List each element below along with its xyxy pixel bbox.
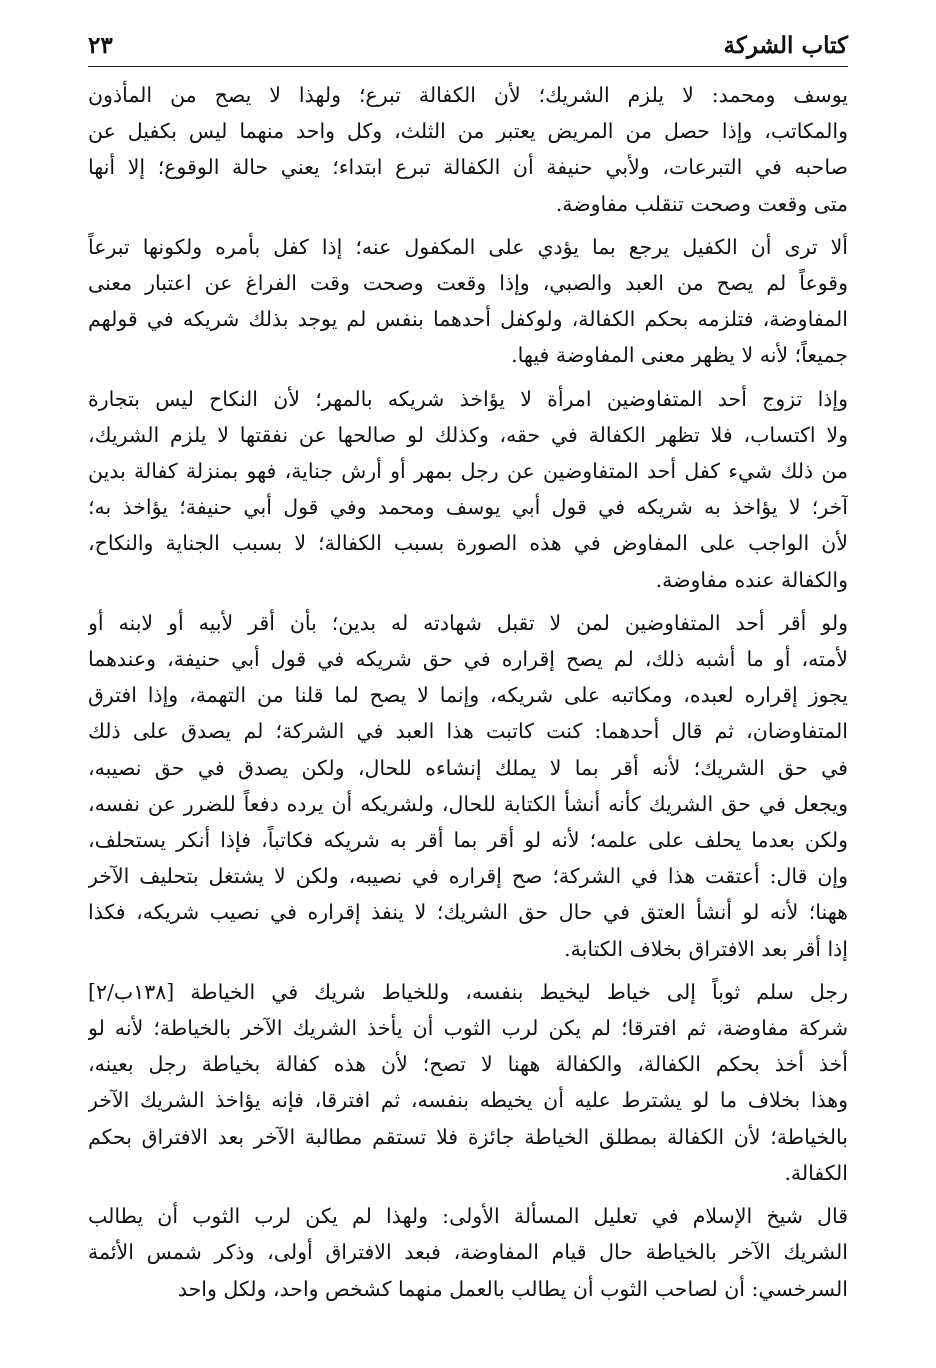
text-line: لأمته، أو ما أشبه ذلك، لم يصح إقراره في حق شريكه في قول أبي حنيفة، وعندهما xyxy=(88,647,848,672)
text-line: الشريك الآخر بالخياطة حال قيام المفاوضة، فبعد الافتراق أولى، وذكر شمس الأئمة xyxy=(88,1240,848,1265)
text-line: شركة مفاوضة، ثم افترقا؛ لم يكن لرب الثوب أن يأخذ الشريك الآخر بالخياطة؛ لأنه لو xyxy=(88,1016,848,1041)
text-line: والكفالة عنده مفاوضة. xyxy=(655,567,848,592)
text-line: رجل سلم ثوباً إلى خياط ليخيط بنفسه، وللخياط شريك في الخياطة [١٣٨ب/٢] xyxy=(88,979,848,1004)
paragraph xyxy=(88,974,848,1191)
text-line: آخر؛ لا يؤاخذ به شريكه في قول أبي يوسف ومحمد وفي قول أبي حنيفة؛ يؤاخذ به؛ xyxy=(88,495,848,520)
text-line: لأن الواجب على المفاوض في هذه الصورة بسبب الكفالة؛ لا بسبب الجناية والنكاح، xyxy=(88,531,848,556)
paragraph xyxy=(88,77,848,222)
text-line: والمكاتب، وإذا حصل من المريض يعتبر من الثلث، وكل واحد منهما ليس بكفيل عن xyxy=(88,119,848,144)
text-line: المتفاوضان، ثم قال أحدهما: كنت كاتبت هذا العبد في الشركة؛ لم يصدق على ذلك xyxy=(88,719,848,744)
paragraph xyxy=(88,605,848,967)
text-line: وهذا بخلاف ما لو يشترط عليه أن يخيطه بنفسه، ثم افترقا، فإنه يؤاخذ الشريك الآخر xyxy=(88,1088,848,1113)
text-line: وقوعاً لم يصح من العبد والصبي، وإذا وقعت وصحت وقت الفراغ عن اعتبار معنى xyxy=(88,271,848,296)
text-line: في حق الشريك؛ لأنه أقر بما لا يملك إنشاءه للحال، ولكن يصدق في حق نصيبه، xyxy=(88,755,848,780)
text-line: قال شيخ الإسلام في تعليل المسألة الأولى: ولهذا لم يكن لرب الثوب أن يطالب xyxy=(88,1204,848,1229)
text-line: ألا ترى أن الكفيل يرجع بما يؤدي على المكفول عنه؛ إذا كفل بأمره ولكونها تبرعاً xyxy=(88,234,848,259)
text-line: يجوز إقراره لعبده، ومكاتبه على شريكه، وإنما لا يصح لما قلنا من التهمة، وإذا افترق xyxy=(88,683,848,708)
text-line: السرخسي: أن لصاحب الثوب أن يطالب بالعمل منهما كشخص واحد، ولكل واحد xyxy=(177,1276,848,1301)
text-line: الكفالة. xyxy=(784,1160,848,1185)
text-line: وإذا تزوج أحد المتفاوضين امرأة لا يؤاخذ شريكه بالمهر؛ لأن النكاح ليس بتجارة xyxy=(88,386,848,411)
paragraph xyxy=(88,229,848,374)
text-line: إذا أقر بعد الافتراق بخلاف الكتابة. xyxy=(564,936,848,961)
page-header xyxy=(88,28,848,67)
text-line: المفاوضة، فتلزمه بحكم الكفالة، ولوكفل أحدهما بنفس لم يوجد بذلك شريكه في قولهم xyxy=(88,307,848,332)
text-line: صاحبه في التبرعات، ولأبي حنيفة أن الكفالة تبرع ابتداء؛ يعني حالة الوقوع؛ إلا أنها xyxy=(88,155,848,180)
page-body xyxy=(88,77,848,1307)
text-line: ويجعل في حق الشريك كأنه أنشأ الكتابة للحال، ولشريكه أن يرده دفعاً للضرر عن نفسه، xyxy=(88,791,848,816)
text-line: متى وقعت وصحت تنقلب مفاوضة. xyxy=(555,191,848,216)
paragraph xyxy=(88,1198,848,1307)
text-line: من ذلك شيء كفل أحد المتفاوضين عن رجل بمهر أو أرش جناية، فهو بمنزلة كفالة بدين xyxy=(88,459,848,484)
paragraph xyxy=(88,381,848,598)
running-title: كتاب الشركة xyxy=(723,32,848,59)
text-line: ههنا؛ لأنه لو أنشأ العتق في حال حق الشريك؛ لا ينفذ إقراره في نصيب شريكه، فكذا xyxy=(88,900,848,925)
text-line: ولا اكتساب، فلا تظهر الكفالة في حقه، وكذلك لو صالحها عن نفقتها لا يلزم الشريك، xyxy=(88,422,848,447)
text-line: بالخياطة؛ لأن الكفالة بمطلق الخياطة جائزة فلا تستقم مطالبة الآخر بعد الافتراق بحكم xyxy=(88,1124,848,1149)
text-line: جميعاً؛ لأنه لا يظهر معنى المفاوضة فيها. xyxy=(511,343,848,368)
page-number: ٢٣ xyxy=(88,32,113,59)
text-line: ولو أقر أحد المتفاوضين لمن لا تقبل شهادته له بدين؛ بأن أقر لأبيه أو لابنه أو xyxy=(88,610,848,635)
text-line: أخذ أخذ بحكم الكفالة، والكفالة ههنا لا تصح؛ لأن هذه كفالة بخياطة رجل بعينه، xyxy=(88,1052,848,1077)
text-line: يوسف ومحمد: لا يلزم الشريك؛ لأن الكفالة تبرع؛ ولهذا لا يصح من المأذون xyxy=(88,83,848,107)
text-line: وإن قال: أعتقت هذا في الشركة؛ صح إقراره في نصيبه، ولكن لا يشتغل بتحليف الآخر xyxy=(88,864,848,889)
text-line: ولكن بعدما يحلف على علمه؛ لأنه لو أقر بما أقر به شريكه فكاتباً، فإذا أنكر يستحلف، xyxy=(88,828,848,853)
